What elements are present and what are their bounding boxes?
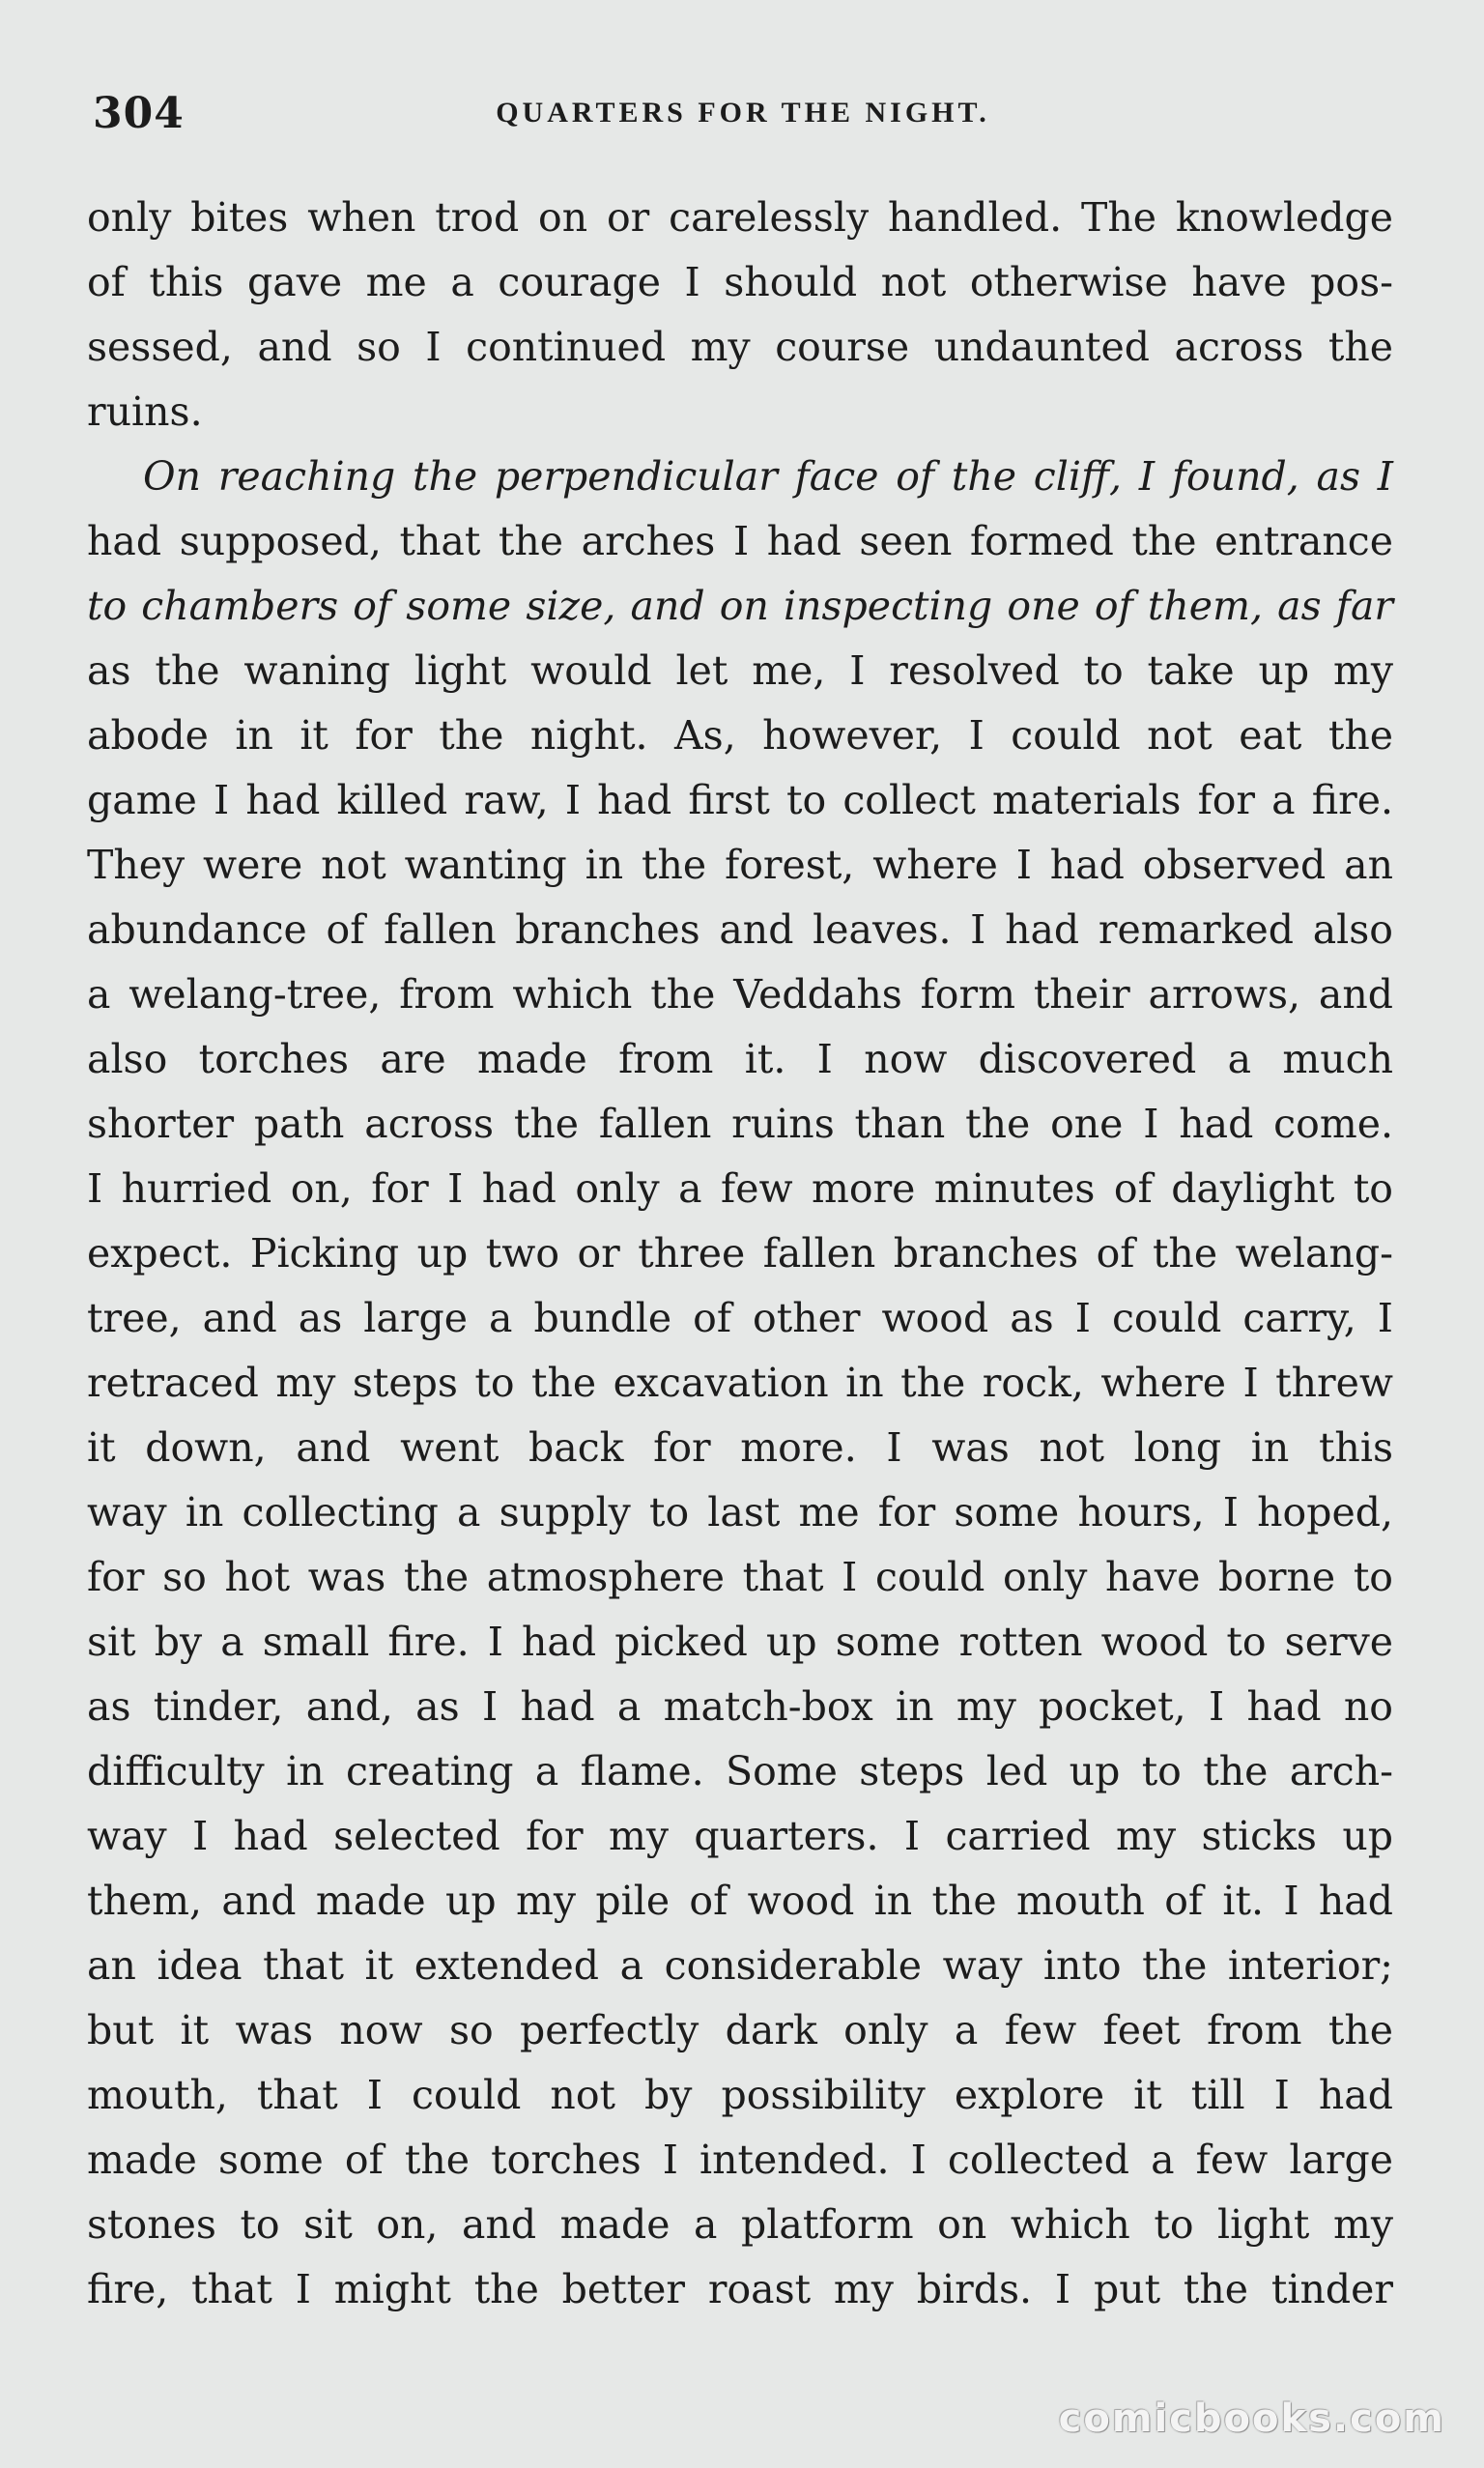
- running-title: QUARTERS FOR THE NIGHT.: [496, 97, 990, 129]
- page-header: [93, 89, 1393, 147]
- page-number: 304: [93, 89, 185, 138]
- text-line: I hurried on, for I had only a few more minutes of daylight to: [87, 1165, 1393, 1212]
- text-line: an idea that it extended a considerable way into the interior;: [87, 1942, 1393, 1989]
- text-line: for so hot was the atmosphere that I could only have borne to: [87, 1554, 1393, 1600]
- text-line: sit by a small fire. I had picked up some rotten wood to serve: [87, 1619, 1393, 1665]
- text-line: as tinder, and, as I had a match-box in my pocket, I had no: [87, 1683, 1393, 1730]
- text-line: a welang-tree, from which the Veddahs form their arrows, and: [87, 971, 1393, 1018]
- text-line: only bites when trod on or carelessly handled. The knowledge: [87, 194, 1393, 241]
- text-line: made some of the torches I intended. I collected a few large: [87, 2137, 1393, 2183]
- text-line: abode in it for the night. As, however, I could not eat the: [87, 712, 1393, 759]
- text-line: ruins.: [87, 388, 203, 435]
- text-line: expect. Picking up two or three fallen branches of the welang-: [87, 1230, 1393, 1277]
- text-line: On reaching the perpendicular face of the cliff, I found, as I: [143, 453, 1393, 500]
- text-line: They were not wanting in the forest, where I had observed an: [87, 842, 1393, 888]
- text-line: to chambers of some size, and on inspecting one of them, as far: [87, 583, 1393, 629]
- text-line: mouth, that I could not by possibility explore it till I had: [87, 2072, 1393, 2118]
- text-line: of this gave me a courage I should not otherwise have pos-: [87, 259, 1393, 305]
- watermark: comicbooks.com: [1058, 2396, 1445, 2441]
- text-line: it down, and went back for more. I was not long in this: [87, 1424, 1393, 1471]
- text-line: as the waning light would let me, I resolved to take up my: [87, 647, 1393, 694]
- text-line: abundance of fallen branches and leaves. I had remarked also: [87, 906, 1393, 953]
- text-line: shorter path across the fallen ruins than the one I had come.: [87, 1101, 1393, 1147]
- text-line: sessed, and so I continued my course undaunted across the: [87, 324, 1393, 370]
- body-text: [87, 186, 1393, 2322]
- text-line: stones to sit on, and made a platform on which to light my: [87, 2201, 1393, 2248]
- text-line: had supposed, that the arches I had seen formed the entrance: [87, 518, 1393, 564]
- text-line: way in collecting a supply to last me for some hours, I hoped,: [87, 1489, 1393, 1535]
- text-line: way I had selected for my quarters. I carried my sticks up: [87, 1813, 1393, 1859]
- text-line: them, and made up my pile of wood in the mouth of it. I had: [87, 1878, 1393, 1924]
- text-line: also torches are made from it. I now discovered a much: [87, 1036, 1393, 1082]
- text-line: tree, and as large a bundle of other wood as I could carry, I: [87, 1295, 1393, 1341]
- text-line: fire, that I might the better roast my birds. I put the tinder: [87, 2266, 1393, 2312]
- text-line: retraced my steps to the excavation in the rock, where I threw: [87, 1360, 1393, 1406]
- text-line: difficulty in creating a flame. Some steps led up to the arch-: [87, 1748, 1393, 1794]
- text-line: game I had killed raw, I had first to collect materials for a fire.: [87, 777, 1393, 823]
- text-line: but it was now so perfectly dark only a few feet from the: [87, 2007, 1393, 2053]
